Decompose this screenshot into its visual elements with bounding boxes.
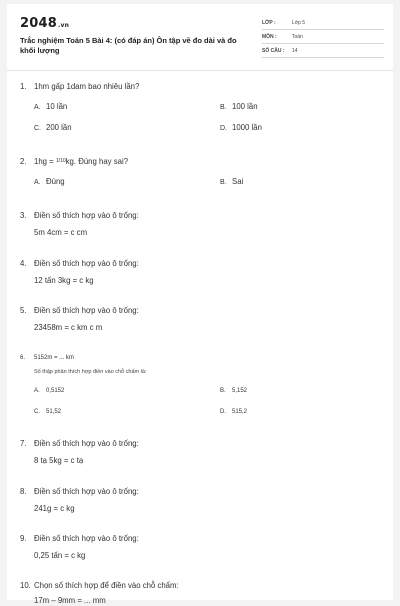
question-9 [20, 533, 380, 561]
meta-grade-label: LỚP : [262, 20, 276, 26]
question-expression: 5m 4cm = c cm [34, 228, 88, 237]
question-4 [20, 258, 380, 286]
question-number: 4. [20, 259, 27, 268]
page-title: Trắc nghiệm Toán 5 Bài 4: (có đáp án) Ôn tập về đo dài và đo khối lượng [20, 36, 237, 55]
question-expression: 0,25 tấn = c kg [34, 551, 86, 560]
question-text: Điền số thích hợp vào ô trống: [34, 439, 139, 448]
question-3 [20, 210, 380, 238]
meta-subject-value: Toán [292, 34, 303, 40]
question-number: 8. [20, 487, 27, 496]
question-text: Điền số thích hợp vào ô trống: [34, 259, 139, 268]
meta-grade-value: Lớp 5 [292, 20, 306, 26]
question-7 [20, 438, 380, 466]
question-text: Điền số thích hợp vào ô trống: [34, 487, 139, 496]
question-text: Điền số thích hợp vào ô trống: [34, 306, 139, 315]
question-expression: 12 tấn 3kg = c kg [34, 276, 94, 285]
question-text: 1hm gấp 1dam bao nhiêu lần? [34, 82, 140, 91]
meta-subject-label: MÔN : [262, 34, 277, 40]
question-number: 5. [20, 306, 27, 315]
option-c[interactable]: C. 51,52 [34, 409, 62, 415]
question-8 [20, 486, 380, 514]
question-text: 5152m = ... km [34, 355, 74, 361]
question-expression: 17m – 9mm = ... mm [34, 596, 106, 605]
site-logo[interactable] [20, 16, 69, 31]
question-text: 1hg = $^{1/10}$kg. Đúng hay sai? [34, 157, 129, 166]
worksheet-page [7, 4, 393, 605]
question-number: 2. [20, 157, 27, 166]
logo-tld: .vn [57, 22, 70, 29]
logo-text: 2048 [20, 16, 57, 31]
question-expression: 241g = c kg [34, 504, 75, 513]
question-expression: 23458m = c km c m [34, 323, 103, 332]
option-b[interactable]: B. 5,152 [220, 388, 248, 394]
question-note: Số thập phân thích hợp điền vào chỗ chấm là: [34, 369, 147, 375]
question-5 [20, 305, 380, 333]
option-c[interactable]: C. 200 lần [34, 123, 72, 132]
question-text: Điền số thích hợp vào ô trống: [34, 211, 139, 220]
question-text: Chọn số thích hợp để điền vào chỗ chấm: [34, 581, 179, 590]
meta-count-value: 14 [292, 48, 298, 54]
question-expression: 8 tạ 5kg = c tạ [34, 456, 84, 465]
meta-grade [262, 17, 384, 30]
option-d[interactable]: D. 515,2 [220, 409, 248, 415]
option-a[interactable]: A. 0,5152 [34, 388, 65, 394]
meta-count-label: SỐ CÂU : [262, 48, 285, 54]
question-6 [20, 353, 380, 428]
option-b[interactable]: B. 100 lần [220, 102, 258, 111]
question-number: 10. [20, 581, 31, 590]
option-b[interactable]: B. Sai [220, 177, 244, 186]
question-number: 6. [20, 355, 26, 361]
option-d[interactable]: D. 1000 lần [220, 123, 262, 132]
option-a[interactable]: A. Đúng [34, 177, 65, 186]
question-number: 9. [20, 534, 27, 543]
question-2 [20, 156, 380, 197]
question-number: 3. [20, 211, 27, 220]
question-1 [20, 81, 380, 143]
meta-count [262, 45, 384, 58]
question-text: Điền số thích hợp vào ô trống: [34, 534, 139, 543]
fraction: 1/10 [55, 158, 66, 164]
question-10 [20, 580, 380, 606]
header-divider [7, 70, 393, 71]
option-a[interactable]: A. 10 lần [34, 102, 68, 111]
question-number: 1. [20, 82, 27, 91]
question-number: 7. [20, 439, 27, 448]
meta-subject [262, 31, 384, 44]
